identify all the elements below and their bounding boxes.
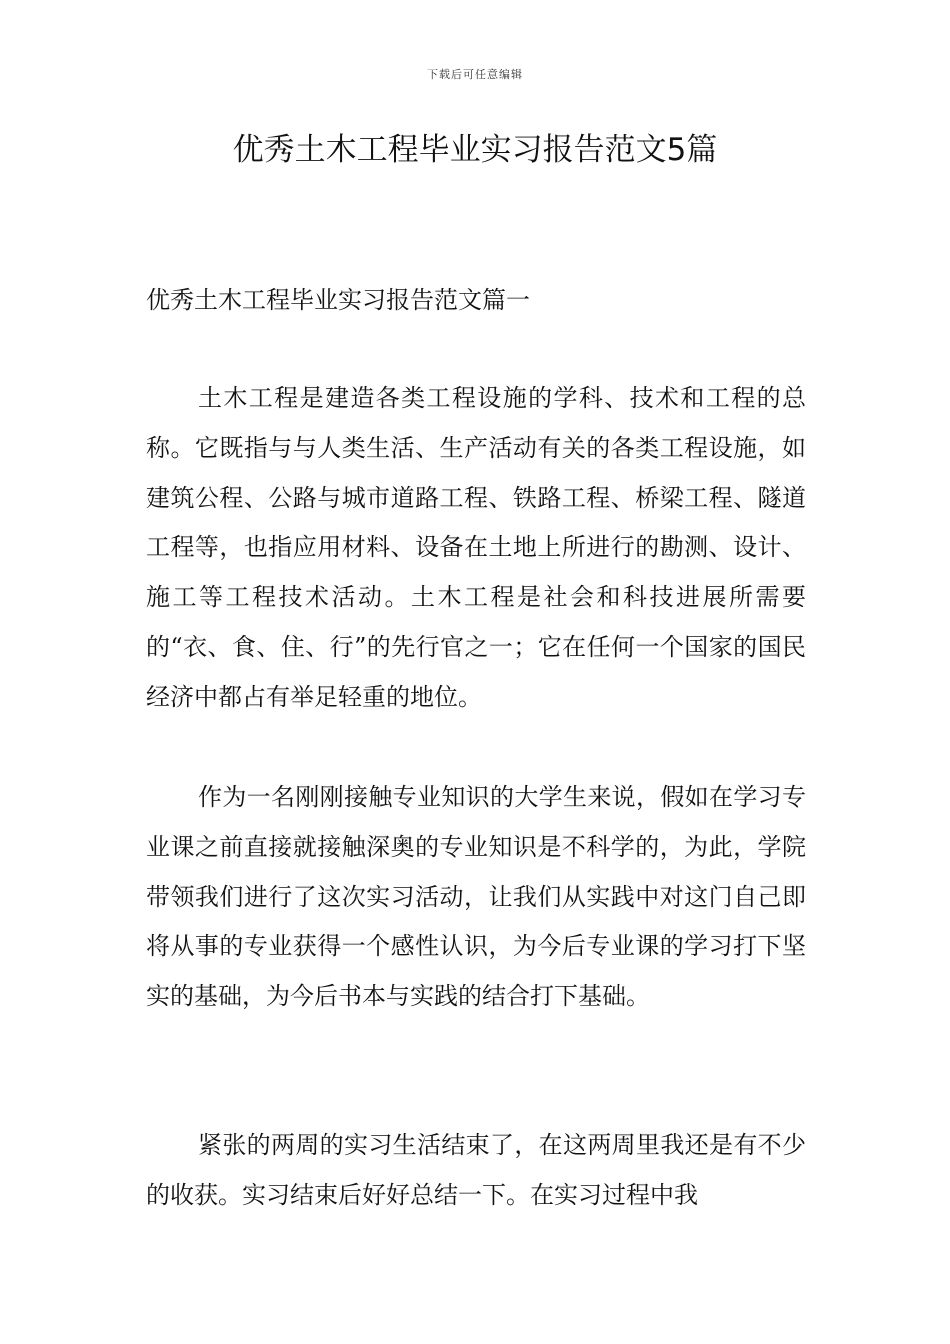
header-note: 下载后可任意编辑 (427, 68, 523, 81)
section-heading: 优秀土木工程毕业实习报告范文篇一 (146, 286, 530, 314)
document-title: 优秀土木工程毕业实习报告范文5篇 (232, 132, 718, 168)
paragraph-2: 作为一名刚刚接触专业知识的大学生来说，假如在学习专业课之前直接就接触深奥的专业知识是不科学的，为此，学院带领我们进行了这次实习活动，让我们从实践中对这门自己即将从事的专业获得一个感性认识，为今后专业课的学习打下坚实的基础，为今后书本与实践的结合打下基础。 (146, 783, 806, 1011)
paragraph-3: 紧张的两周的实习生活结束了，在这两周里我还是有不少的收获。实习结束后好好总结一下。在实习过程中我 (146, 1131, 806, 1209)
paragraph-1: 土木工程是建造各类工程设施的学科、技术和工程的总称。它既指与与人类生活、生产活动有关的各类工程设施，如建筑公程、公路与城市道路工程、铁路工程、桥梁工程、隧道工程等，也指应用材料、设备在土地上所进行的勘测、设计、施工等工程技术活动。土木工程是社会和科技进展所需要的“衣、食、住、行”的先行官之一；它在任何一个国家的国民经济中都占有举足轻重的地位。 (146, 384, 806, 711)
